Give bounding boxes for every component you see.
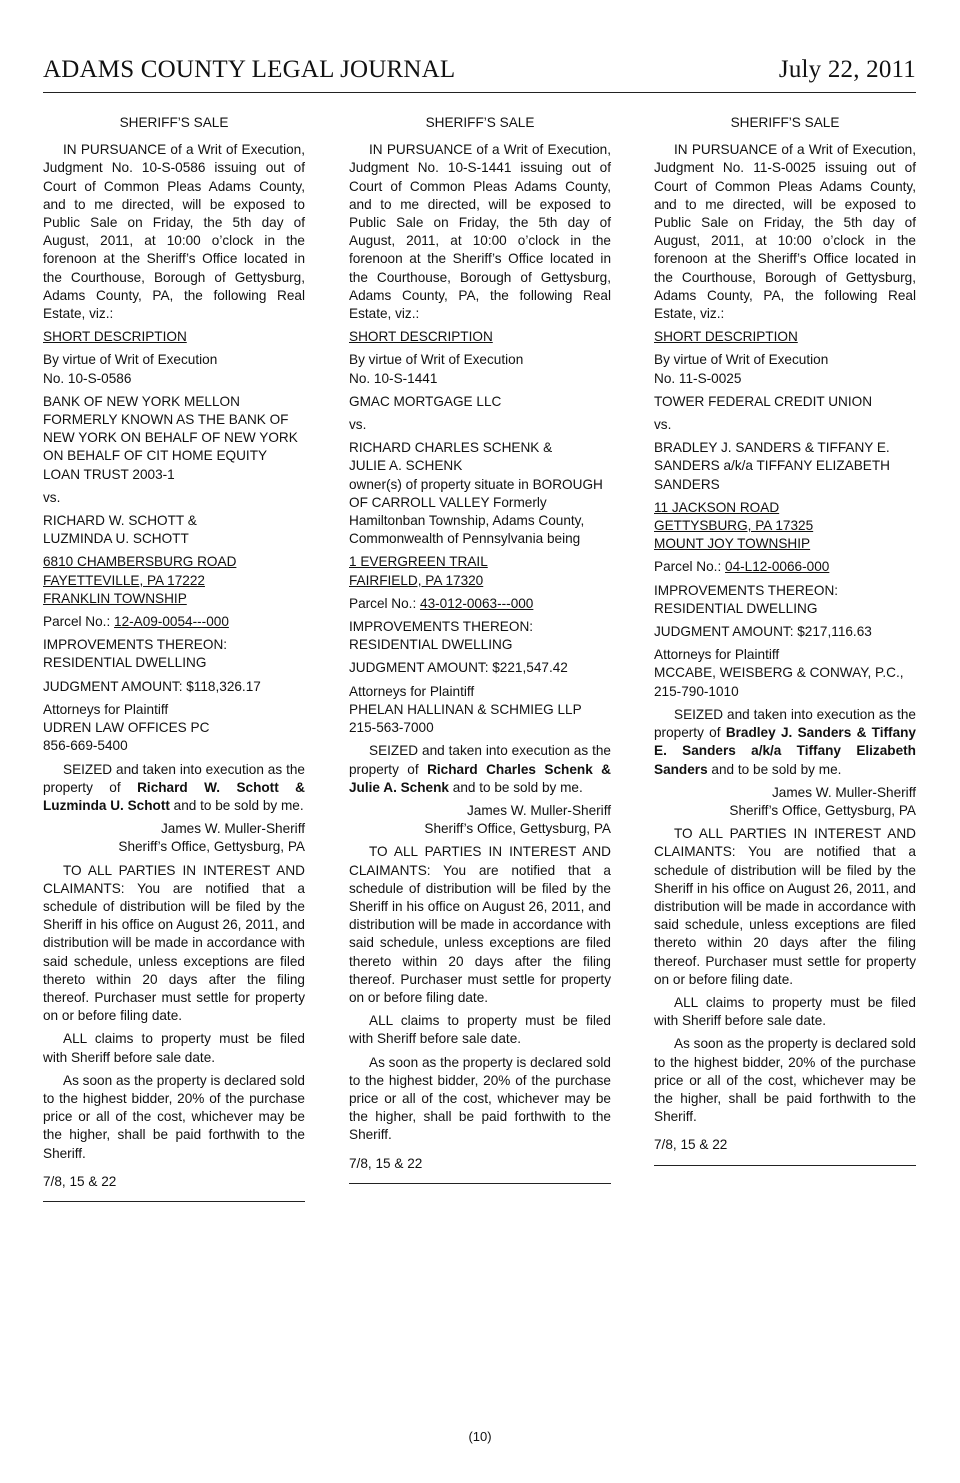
seized-pre: SEIZED and taken into execution as the property of <box>654 706 916 741</box>
signature-block <box>349 802 611 838</box>
improvements <box>43 636 305 672</box>
improvements <box>654 582 916 618</box>
seized-owner-name: Bradley J. Sanders & Tiffany E. Sanders a/k/a Tiffany Elizabeth Sanders <box>654 725 916 777</box>
attorney-phone: 215-563-7000 <box>349 720 434 736</box>
versus: vs. <box>349 417 367 433</box>
parties-notice: TO ALL PARTIES IN INTEREST AND CLAIMANTS: You are notified that a schedule of distribution will be filed by the Sheriff in his office on August 26, 2011, and distribution will be made in accordance with said schedule, unless exceptions are filed thereto within 20 days after the filing thereof. Purchaser must settle for property on or before filing date. <box>654 826 916 987</box>
defendants <box>349 439 611 548</box>
declared-notice: As soon as the property is declared sold to the highest bidder, 20% of the purchase price or all of the cost, whichever may be the higher, shall be paid forthwith to the Sheriff. <box>349 1054 611 1143</box>
plaintiff: BANK OF NEW YORK MELLON FORMERLY KNOWN AS THE BANK OF NEW YORK ON BEHALF OF NEW YORK ON BEHALF OF CIT HOME EQUITY LOAN TRUST 2003-1 <box>43 393 298 482</box>
plaintiff: TOWER FEDERAL CREDIT UNION <box>654 393 873 409</box>
parties-notice: TO ALL PARTIES IN INTEREST AND CLAIMANTS: You are notified that a schedule of distribution will be filed by the Sheriff in his office on August 26, 2011, and distribution will be made in accordance with said schedule, unless exceptions are filed thereto within 20 days after the filing thereof. Purchaser must settle for property on or before filing date. <box>43 862 305 1024</box>
attorney-phone: 856-669-5400 <box>43 738 128 754</box>
property-address <box>654 499 916 554</box>
attorneys-label: Attorneys for Plaintiff <box>349 683 475 699</box>
versus: vs. <box>654 417 672 433</box>
sheriff-name: James W. Muller-Sheriff <box>771 784 916 800</box>
seized-post: and to be sold by me. <box>707 761 842 777</box>
seized-post: and to be sold by me. <box>448 779 583 795</box>
publication-dates: 7/8, 15 & 22 <box>654 1137 728 1153</box>
sheriff-name: James W. Muller-Sheriff <box>160 821 305 837</box>
attorney-name: MCCABE, WEISBERG & CONWAY, P.C., 215-790-1010 <box>654 665 904 699</box>
short-description-label: SHORT DESCRIPTION <box>349 329 493 345</box>
address-line-3: MOUNT JOY TOWNSHIP <box>654 536 811 552</box>
notice-heading: SHERIFF’S SALE <box>119 115 229 130</box>
parcel-number: 04-L12-0066-000 <box>725 559 830 575</box>
writ-line-2: No. 10-S-1441 <box>349 370 438 386</box>
improvements-line-1: IMPROVEMENTS THEREON: <box>349 619 534 635</box>
address-line-2: FAYETTEVILLE, PA 17222 <box>43 572 205 588</box>
declared-notice: As soon as the property is declared sold to the highest bidder, 20% of the purchase price or all of the cost, whichever may be the higher, shall be paid forthwith to the Sheriff. <box>654 1036 916 1125</box>
defendant-line-2: LUZMINDA U. SCHOTT <box>43 531 189 547</box>
declared-notice: As soon as the property is declared sold to the highest bidder, 20% of the purchase price or all of the cost, whichever may be the higher, shall be paid forthwith to the Sheriff. <box>43 1072 305 1161</box>
claims-notice: ALL claims to property must be filed with Sheriff before sale date. <box>349 1013 611 1047</box>
address-line-2: GETTYSBURG, PA 17325 <box>654 518 814 534</box>
writ-block <box>43 351 305 387</box>
defendant-line-2: JULIE A. SCHENK <box>349 458 463 474</box>
improvements-line-2: RESIDENTIAL DWELLING <box>43 655 207 671</box>
seized-statement <box>654 706 916 779</box>
sheriff-name: James W. Muller-Sheriff <box>466 802 611 818</box>
defendant-line-1: RICHARD W. SCHOTT & <box>43 513 197 529</box>
attorneys <box>43 701 305 756</box>
short-description-label: SHORT DESCRIPTION <box>43 329 187 345</box>
column-divider-rule <box>43 1201 305 1202</box>
writ-line-2: No. 10-S-0586 <box>43 370 132 386</box>
notice-heading: SHERIFF’S SALE <box>425 115 535 130</box>
column-divider-rule <box>349 1183 611 1184</box>
attorneys-label: Attorneys for Plaintiff <box>654 647 780 663</box>
property-address <box>349 553 611 589</box>
parcel-label: Parcel No.: <box>349 595 421 611</box>
address-line-2: FAIRFIELD, PA 17320 <box>349 572 484 588</box>
defendants <box>43 512 305 548</box>
property-address <box>43 553 305 608</box>
page-number: (10) <box>468 1429 492 1444</box>
parcel-line <box>349 595 611 613</box>
address-line-1: 11 JACKSON ROAD <box>654 499 780 515</box>
parties-notice: TO ALL PARTIES IN INTEREST AND CLAIMANTS: You are notified that a schedule of distribution will be filed by the Sheriff in his office on August 26, 2011, and distribution will be made in accordance with said schedule, unless exceptions are filed thereto within 20 days after the filing thereof. Purchaser must settle for property on or before filing date. <box>349 844 611 1005</box>
improvements-line-1: IMPROVEMENTS THEREON: <box>654 582 839 598</box>
notice-column-3 <box>654 114 916 1166</box>
improvements-line-2: RESIDENTIAL DWELLING <box>654 600 818 616</box>
parcel-number: 12-A09-0054---000 <box>114 614 229 630</box>
improvements-line-1: IMPROVEMENTS THEREON: <box>43 637 228 653</box>
address-line-1: 6810 CHAMBERSBURG ROAD <box>43 554 237 570</box>
seized-pre: SEIZED and taken into execution as the property of <box>43 761 305 795</box>
notice-intro: IN PURSUANCE of a Writ of Execution, Judgment No. 10-S-1441 issuing out of Court of Common Pleas Adams County, and to me directed, will be exposed to Public Sale on Friday, the 5th day of August, 2011, at 10:00 o’clock in the forenoon at the Sheriff’s Office located in the Courthouse, Borough of Gettysburg, Adams County, PA, the following Real Estate, viz.: <box>349 142 611 322</box>
address-line-3: FRANKLIN TOWNSHIP <box>43 590 187 606</box>
judgment-amount: JUDGMENT AMOUNT: $118,326.17 <box>43 678 261 694</box>
publication-dates: 7/8, 15 & 22 <box>43 1173 117 1189</box>
column-divider-rule <box>654 1165 916 1166</box>
sheriff-office: Sheriff’s Office, Gettysburg, PA <box>118 839 305 855</box>
seized-pre: SEIZED and taken into execution as the property of <box>349 743 611 777</box>
attorneys <box>349 683 611 738</box>
attorney-name: UDREN LAW OFFICES PC <box>43 720 210 736</box>
signature-block <box>654 784 916 820</box>
writ-line-1: By virtue of Writ of Execution <box>43 352 218 368</box>
parcel-label: Parcel No.: <box>654 559 726 575</box>
writ-line-1: By virtue of Writ of Execution <box>654 352 829 368</box>
parcel-number: 43-012-0063---000 <box>420 595 534 611</box>
page-header <box>43 52 916 93</box>
writ-line-2: No. 11-S-0025 <box>654 370 742 386</box>
writ-line-1: By virtue of Writ of Execution <box>349 352 524 368</box>
journal-title: ADAMS COUNTY LEGAL JOURNAL <box>43 56 456 83</box>
owner-situation-text: owner(s) of property situate in BOROUGH OF CARROLL VALLEY Formerly Hamiltonban Township, Adams County, Commonwealth of Pennsylvania being <box>349 476 603 547</box>
sheriff-office: Sheriff’s Office, Gettysburg, PA <box>424 821 611 837</box>
claims-notice: ALL claims to property must be filed with Sheriff before sale date. <box>43 1031 305 1065</box>
attorneys <box>654 646 916 701</box>
attorneys-label: Attorneys for Plaintiff <box>43 701 169 717</box>
defendant-line-1: RICHARD CHARLES SCHENK & <box>349 440 553 456</box>
seized-statement <box>43 761 305 816</box>
signature-block <box>43 820 305 856</box>
publication-dates: 7/8, 15 & 22 <box>349 1155 423 1171</box>
seized-statement <box>349 742 611 797</box>
parcel-label: Parcel No.: <box>43 614 115 630</box>
seized-owner-name: Richard Charles Schenk & Julie A. Schenk <box>349 761 611 795</box>
improvements-line-2: RESIDENTIAL DWELLING <box>349 637 513 653</box>
seized-post: and to be sold by me. <box>169 797 304 813</box>
seized-owner-name: Richard W. Schott & Luzminda U. Schott <box>43 779 305 813</box>
notice-column-2 <box>349 114 611 1184</box>
versus: vs. <box>43 489 61 505</box>
parcel-line <box>43 613 305 631</box>
plaintiff: GMAC MORTGAGE LLC <box>349 393 502 409</box>
notice-column-1 <box>43 114 305 1202</box>
sheriff-office: Sheriff’s Office, Gettysburg, PA <box>729 802 916 818</box>
claims-notice: ALL claims to property must be filed with Sheriff before sale date. <box>654 994 916 1029</box>
address-line-1: 1 EVERGREEN TRAIL <box>349 554 488 570</box>
writ-block <box>349 351 611 387</box>
judgment-amount: JUDGMENT AMOUNT: $221,547.42 <box>349 660 568 676</box>
judgment-amount: JUDGMENT AMOUNT: $217,116.63 <box>654 624 872 640</box>
parcel-line <box>654 558 916 576</box>
short-description-label: SHORT DESCRIPTION <box>654 329 798 345</box>
improvements <box>349 618 611 654</box>
notice-intro: IN PURSUANCE of a Writ of Execution, Judgment No. 11-S-0025 issuing out of Court of Common Pleas Adams County, and to me directed, will be exposed to Public Sale on Friday, the 5th day of August, 2011, at 10:00 o’clock in the forenoon at the Sheriff’s Office located in the Courthouse, Borough of Gettysburg, Adams County, PA, the following Real Estate, viz.: <box>654 142 916 322</box>
issue-date: July 22, 2011 <box>778 56 916 83</box>
notice-heading: SHERIFF’S SALE <box>730 115 840 130</box>
attorney-name: PHELAN HALLINAN & SCHMIEG LLP <box>349 701 582 717</box>
defendants: BRADLEY J. SANDERS & TIFFANY E. SANDERS a/k/a TIFFANY ELIZABETH SANDERS <box>654 440 890 492</box>
writ-block <box>654 351 916 387</box>
notice-intro: IN PURSUANCE of a Writ of Execution, Judgment No. 10-S-0586 issuing out of Court of Common Pleas Adams County, and to me directed, will be exposed to Public Sale on Friday, the 5th day of August, 2011, at 10:00 o’clock in the forenoon at the Sheriff’s Office located in the Courthouse, Borough of Gettysburg, Adams County, PA, the following Real Estate, viz.: <box>43 142 305 322</box>
